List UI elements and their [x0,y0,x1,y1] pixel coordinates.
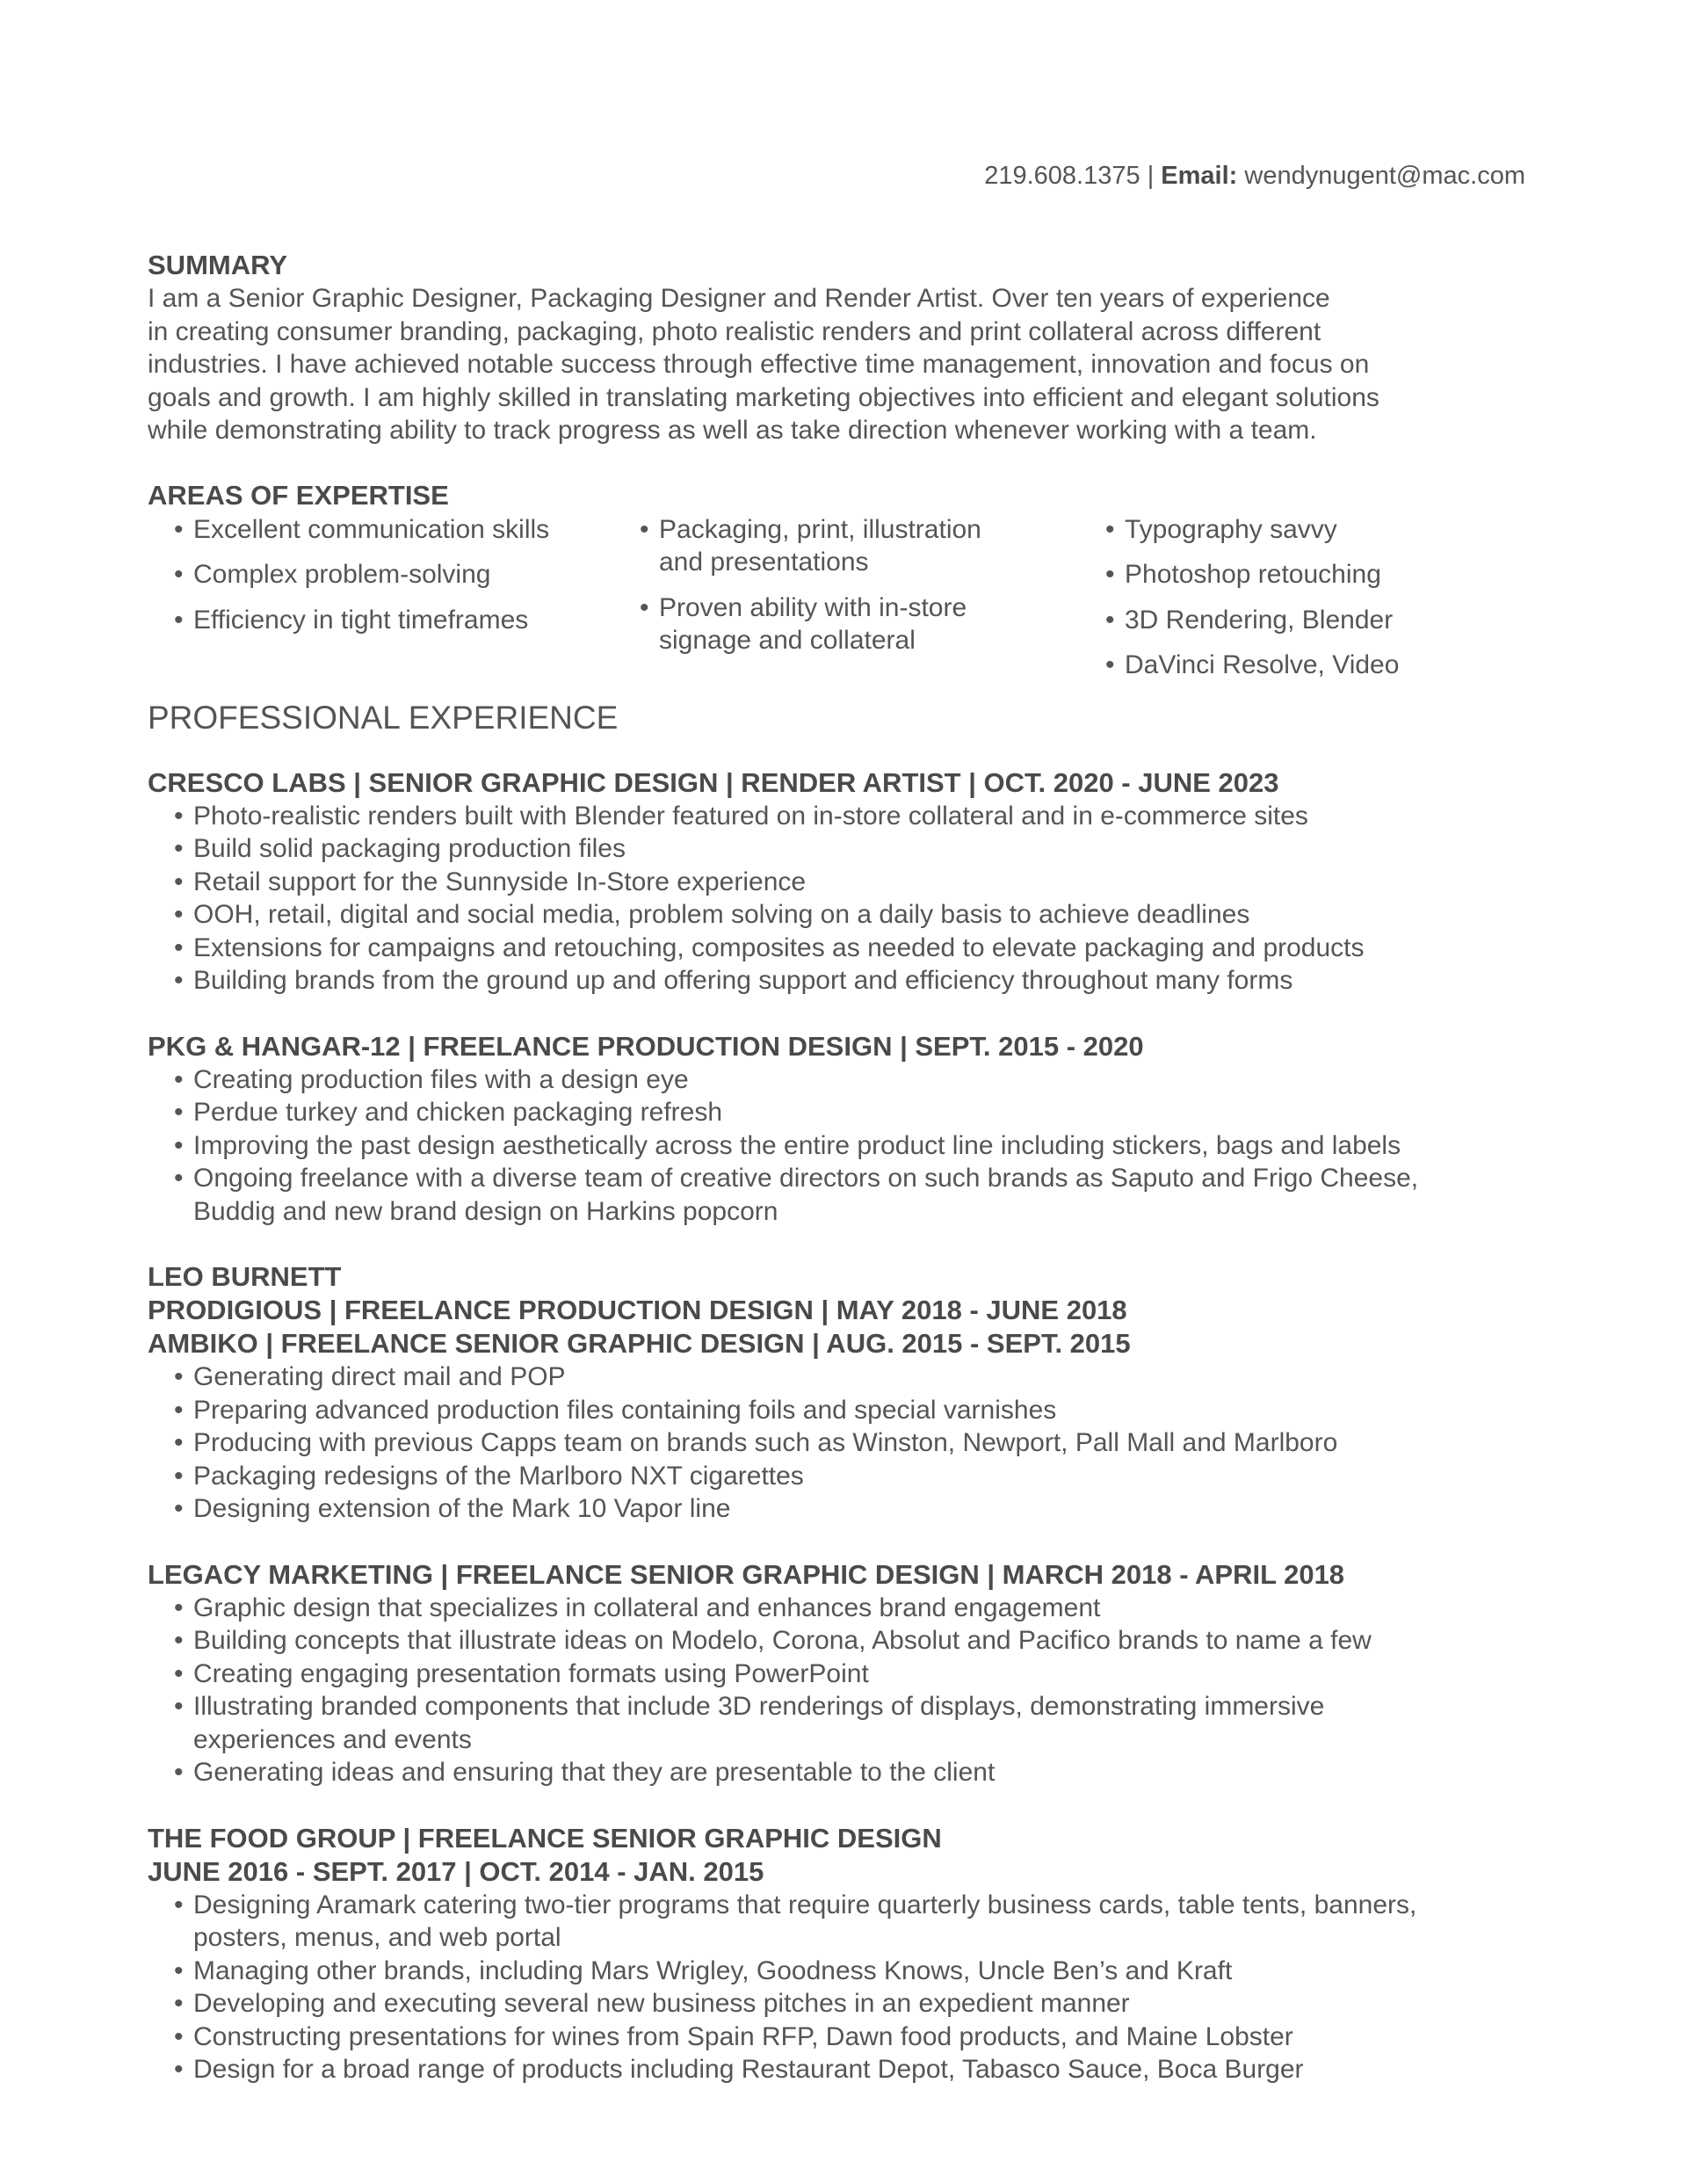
phone-number: 219.608.1375 | [984,162,1155,190]
job-bullet-line: Buddig and new brand design on Harkins popcorn [193,1196,778,1226]
job-bullet: • Design for a broad range of products including Restaurant Depot, Tabasco Sauce, Boca Burger [148,2053,1553,2086]
expertise-item: • Excellent communication skills [148,513,613,547]
expertise-item: • Photoshop retouching [1079,558,1545,591]
job-bullet [148,1690,1553,1756]
job-bullets [148,1063,1553,1229]
job-bullet: • Packaging redesigns of the Marlboro NXT cigarettes [148,1460,1553,1493]
expertise-item: • DaVinci Resolve, Video [1079,649,1545,682]
job-bullets [148,1889,1553,2086]
job-bullet: • Generating direct mail and POP [148,1360,1553,1394]
job-bullet: • Developing and executing several new business pitches in an expedient manner [148,1987,1553,2021]
job-pkg-hangar-12 [148,1030,1553,1229]
expertise-item: • Typography savvy [1079,513,1545,547]
expertise-item: • Complex problem-solving [148,558,613,591]
job-title: CRESCO LABS | SENIOR GRAPHIC DESIGN | RENDER ARTIST | OCT. 2020 - JUNE 2023 [148,766,1279,798]
job-bullet: • Graphic design that specializes in collateral and enhances brand engagement [148,1592,1553,1625]
job-bullet: • OOH, retail, digital and social media, problem solving on a daily basis to achieve deadlines [148,898,1553,932]
job-title: LEO BURNETT [148,1261,342,1292]
expertise-item: • Efficiency in tight timeframes [148,604,613,637]
job-bullet: • Creating production files with a design eye [148,1063,1553,1097]
job-legacy-marketing [148,1558,1553,1789]
expertise-item-line: signage and collateral [659,626,916,655]
job-bullet-line: posters, menus, and web portal [193,1923,561,1952]
job-title: PKG & HANGAR-12 | FREELANCE PRODUCTION DESIGN | SEPT. 2015 - 2020 [148,1030,1144,1062]
job-bullet-line: experiences and events [193,1724,472,1754]
email-label: Email: [1161,162,1238,190]
expertise-item-line: Proven ability with in-store [659,592,967,622]
job-bullet: • Constructing presentations for wines from Spain RFP, Dawn food products, and Maine Lobster [148,2021,1553,2054]
job-title: LEGACY MARKETING | FREELANCE SENIOR GRAPHIC DESIGN | MARCH 2018 - APRIL 2018 [148,1558,1345,1590]
summary-section [148,249,1553,447]
resume-content [148,249,1553,2086]
job-bullet: • Designing extension of the Mark 10 Vapor line [148,1492,1553,1526]
expertise-item [613,591,1079,657]
job-bullet [148,1162,1553,1228]
summary-line: industries. I have achieved notable success through effective time management, innovation and focus on [148,350,1370,379]
job-bullet-line: Designing Aramark catering two-tier programs that require quarterly business cards, table tents, banners, [193,1890,1417,1919]
job-bullet: • Building concepts that illustrate ideas on Modelo, Corona, Absolut and Pacifico brands to name a few [148,1624,1553,1658]
job-bullet: • Retail support for the Sunnyside In-Store experience [148,866,1553,899]
job-bullet: • Improving the past design aesthetically across the entire product line including stickers, bags and labels [148,1129,1553,1163]
job-bullet-line: Ongoing freelance with a diverse team of creative directors on such brands as Saputo and Frigo Cheese, [193,1164,1419,1193]
expertise-item: • 3D Rendering, Blender [1079,604,1545,637]
expertise-columns [148,513,1553,694]
job-title: THE FOOD GROUP | FREELANCE SENIOR GRAPHIC DESIGN [148,1822,942,1854]
contact-line [984,158,1525,193]
job-cresco-labs [148,766,1553,998]
job-bullet: • Building brands from the ground up and offering support and efficiency throughout many forms [148,964,1553,998]
expertise-section [148,479,1553,694]
job-bullet [148,1889,1553,1955]
expertise-column-3 [1079,513,1545,694]
job-bullet: • Producing with previous Capps team on brands such as Winston, Newport, Pall Mall and Marlboro [148,1426,1553,1460]
expertise-item-line: Packaging, print, illustration [659,514,981,544]
summary-line: in creating consumer branding, packaging, photo realistic renders and print collateral across different [148,316,1321,346]
job-dates: JUNE 2016 - SEPT. 2017 | OCT. 2014 - JAN. 2015 [148,1855,764,1887]
job-bullets [148,1592,1553,1789]
job-bullets [148,1360,1553,1526]
summary-heading: SUMMARY [148,250,288,280]
expertise-column-1 [148,513,613,694]
job-bullets [148,800,1553,998]
expertise-item-line: and presentations [659,548,869,577]
job-bullet: • Managing other brands, including Mars Wrigley, Goodness Knows, Uncle Ben’s and Kraft [148,1955,1553,1988]
job-title: AMBIKO | FREELANCE SENIOR GRAPHIC DESIGN | AUG. 2015 - SEPT. 2015 [148,1328,1131,1359]
job-bullet: • Preparing advanced production files containing foils and special varnishes [148,1394,1553,1427]
summary-line: goals and growth. I am highly skilled in translating marketing objectives into efficient and elegant solutions [148,382,1379,412]
summary-line: while demonstrating ability to track progress as well as take direction whenever working with a team. [148,416,1317,445]
job-bullet: • Generating ideas and ensuring that they are presentable to the client [148,1756,1553,1789]
job-bullet: • Photo-realistic renders built with Blender featured on in-store collateral and in e-commerce sites [148,800,1553,833]
expertise-column-2 [613,513,1079,694]
job-the-food-group [148,1822,1553,2086]
summary-line: I am a Senior Graphic Designer, Packaging Designer and Render Artist. Over ten years of experience [148,284,1330,313]
job-title: PRODIGIOUS | FREELANCE PRODUCTION DESIGN | MAY 2018 - JUNE 2018 [148,1295,1127,1325]
job-bullet: • Build solid packaging production files [148,832,1553,866]
expertise-heading: AREAS OF EXPERTISE [148,479,449,511]
email-address: wendynugent@mac.com [1244,162,1525,190]
experience-section [148,699,1553,2086]
job-leo-burnett [148,1260,1553,1526]
expertise-item [613,513,1079,579]
job-bullet: • Creating engaging presentation formats using PowerPoint [148,1658,1553,1691]
job-bullet: • Extensions for campaigns and retouching, composites as needed to elevate packaging and products [148,932,1553,965]
job-bullet: • Perdue turkey and chicken packaging refresh [148,1096,1553,1129]
job-bullet-line: Illustrating branded components that include 3D renderings of displays, demonstrating immersive [193,1692,1325,1721]
experience-heading: PROFESSIONAL EXPERIENCE [148,699,619,736]
